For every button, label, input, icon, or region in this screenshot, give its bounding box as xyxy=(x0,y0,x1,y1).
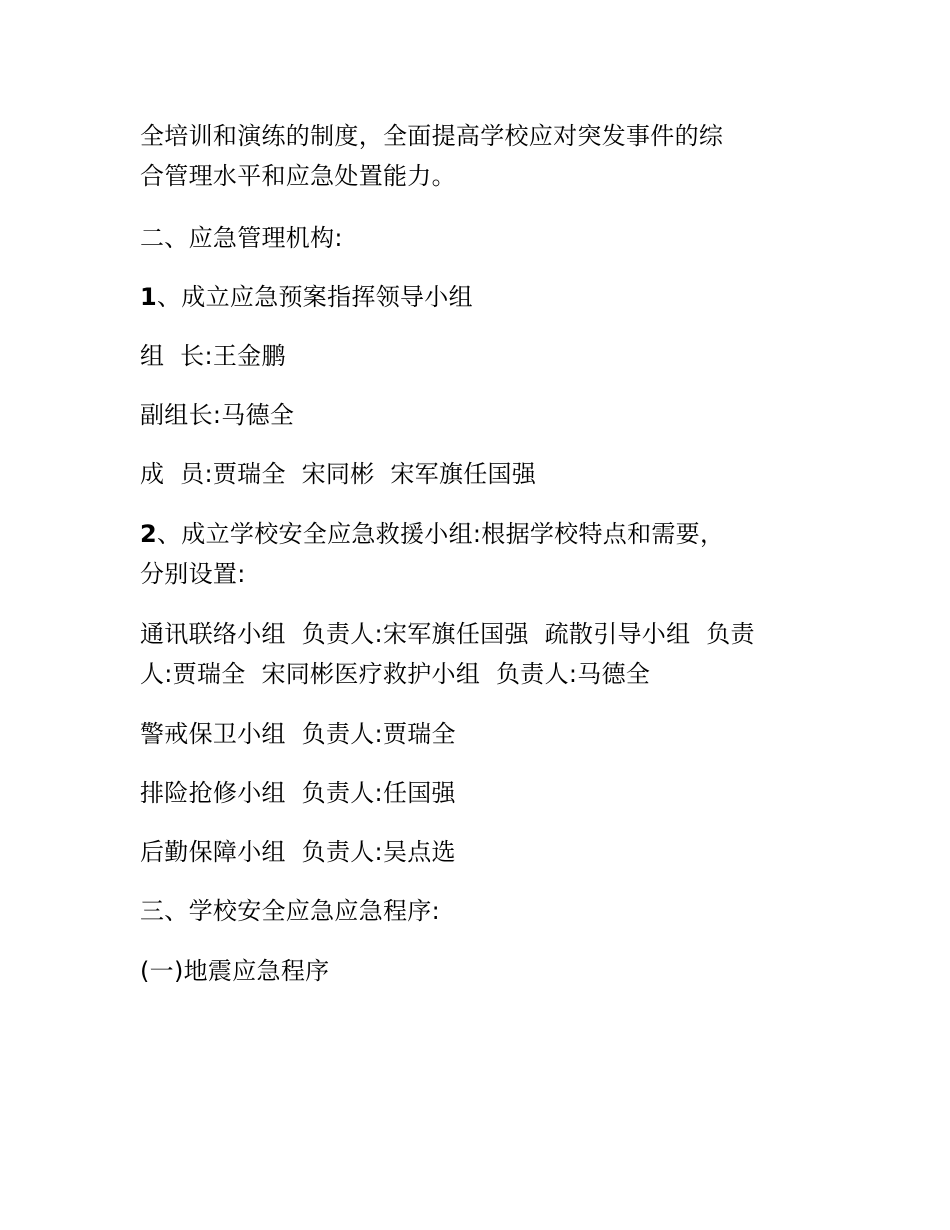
deputy-leader-line xyxy=(140,395,810,435)
text-line: (一)地震应急程序 xyxy=(140,957,330,985)
text-line: 后勤保障小组 负责人:吴点选 xyxy=(140,838,456,866)
text-line: 分别设置: xyxy=(140,560,246,588)
text-line: 组 长:王金鹏 xyxy=(140,342,286,370)
team-assignments xyxy=(140,614,810,694)
text-line: 全培训和演练的制度，全面提高学校应对突发事件的综 xyxy=(140,122,724,150)
security-team-line xyxy=(140,714,810,754)
text-line: 通讯联络小组 负责人:宋军旗任国强 疏散引导小组 负责 xyxy=(140,620,755,648)
members-line xyxy=(140,454,810,494)
section-heading-3 xyxy=(140,891,810,931)
item-number: 2 xyxy=(140,520,157,548)
text-line: 副组长:马德全 xyxy=(140,401,295,429)
leader-line xyxy=(140,336,810,376)
text-line: 成 员:贾瑞全 宋同彬 宋军旗任国强 xyxy=(140,460,537,488)
paragraph-intro xyxy=(140,116,810,196)
subsection-heading-2 xyxy=(140,514,810,594)
text-line: 警戒保卫小组 负责人:贾瑞全 xyxy=(140,720,456,748)
earthquake-procedure-heading xyxy=(140,951,810,991)
text-line: 排险抢修小组 负责人:任国强 xyxy=(140,779,456,807)
text-line: 二、应急管理机构: xyxy=(140,224,343,252)
text-line: 、成立应急预案指挥领导小组 xyxy=(157,283,473,311)
section-heading-2 xyxy=(140,218,810,258)
text-line: 、成立学校安全应急救援小组:根据学校特点和需要， xyxy=(157,520,725,548)
subsection-heading-1 xyxy=(140,277,810,317)
text-line: 人:贾瑞全 宋同彬医疗救护小组 负责人:马德全 xyxy=(140,660,651,688)
text-line: 三、学校安全应急应急程序: xyxy=(140,897,440,925)
text-line: 合管理水平和应急处置能力。 xyxy=(140,162,456,190)
repair-team-line xyxy=(140,773,810,813)
item-number: 1 xyxy=(140,283,157,311)
logistics-team-line xyxy=(140,832,810,872)
